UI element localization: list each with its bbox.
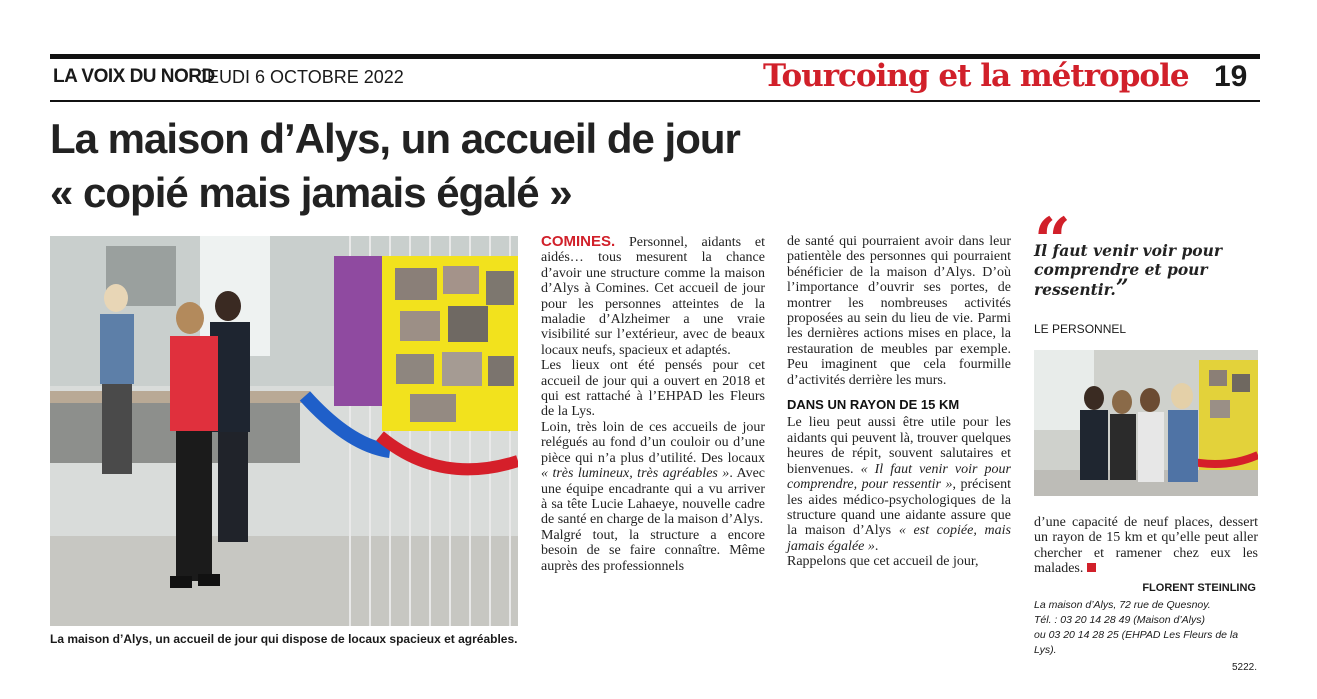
paragraph xyxy=(1034,515,1258,577)
article-column-2 xyxy=(787,234,1011,570)
paragraph xyxy=(541,234,765,358)
paragraph-text: . Avec une équipe encadrante qui a vu arriver à sa tête Lucie Lahaeye, nouvelle cadre de santé en charge de la maison d’Alys. xyxy=(541,466,765,528)
header-bottom-rule xyxy=(50,100,1260,102)
page-number: 19 xyxy=(1214,60,1248,93)
paragraph-text: . xyxy=(874,538,879,554)
main-photo xyxy=(50,236,518,626)
paragraph xyxy=(541,420,765,528)
paragraph xyxy=(787,415,1011,554)
reference-code: 5222. xyxy=(1232,662,1258,673)
dateline: COMINES. xyxy=(541,233,616,250)
main-photo-illustration xyxy=(50,236,518,626)
headline-line-2: « copié mais jamais égalé » xyxy=(50,169,572,216)
quote-open-mark: “ xyxy=(1034,204,1071,279)
paragraph-text: Loin, très loin de ces accueils de jour relégués au fond d’un couloir ou d’une pièce qui n’a plus d’utilité. Des locaux xyxy=(541,419,765,466)
newspaper-name: LA VOIX DU NORD xyxy=(53,66,215,87)
article-column-1 xyxy=(541,234,765,574)
subheading: DANS UN RAYON DE 15 KM xyxy=(787,397,960,413)
paragraph: de santé qui pourraient avoir dans leur patientèle des personnes qui pourraient bénéficier de la maison d’Alys. D’où l’importance d’ouvrir ses portes, de montrer les nombreuses activités proposées au sein du lieu de vie. Parmi les dernières actions mises en place, la restauration de meubles par exemple. Peu imaginent que cela fourmille d’activités derrière les murs. xyxy=(787,234,1011,388)
paragraph-text: Personnel, aidants et aidés… tous mesurent la chance d’avoir une structure comme la maison d’Alys à Comines. Cet accueil de jour pour les personnes atteintes de la maladie d’Alzheimer a une vraie visibilité sur l’extérieur, avec de beaux locaux neufs, spacieux et adaptés. xyxy=(541,235,765,358)
practical-info xyxy=(1034,598,1262,658)
quote-inline: « Il faut venir voir pour comprendre, pour ressentir » xyxy=(787,461,1011,493)
article-headline xyxy=(50,112,950,220)
paragraph-text: Le lieu peut aussi être utile pour les aidants qui peuvent là, trouver quelques heures de répit, souvent salutaires et bienvenues. xyxy=(787,415,1011,477)
phone-line-1: Tél. : 03 20 14 28 49 (Maison d’Alys) xyxy=(1034,614,1206,626)
team-photo xyxy=(1034,350,1258,496)
quote-inline: « très lumineux, très agréables » xyxy=(541,466,730,482)
photo-caption: La maison d’Alys, un accueil de jour qui dispose de locaux spacieux et agréables. xyxy=(50,632,518,646)
paragraph: Rappelons que cet accueil de jour, xyxy=(787,554,979,570)
paragraph-text: , précisent les aides médico-psychologiques de la structure quand une aidante assure que la maison d’Alys xyxy=(787,477,1011,539)
author-byline: FLORENT STEINLING xyxy=(1142,582,1256,594)
phone-line-2: ou 03 20 14 28 25 (EHPAD Les Fleurs de la Lys). xyxy=(1034,629,1239,656)
pull-quote xyxy=(1034,241,1264,299)
article-column-3 xyxy=(1034,515,1258,577)
address: La maison d’Alys, 72 rue de Quesnoy. xyxy=(1034,599,1211,611)
paragraph: Les lieux ont été pensés pour cet accueil de jour qui a ouvert en 2018 et qui est rattaché à l’EHPAD les Fleurs de la Lys. xyxy=(541,358,765,420)
paragraph: Malgré tout, la structure a encore besoin de se faire connaître. Même auprès des professionnels xyxy=(541,527,765,574)
pull-quote-source: LE PERSONNEL xyxy=(1034,322,1127,336)
quote-close-mark: ” xyxy=(1115,275,1129,301)
headline-line-1: La maison d’Alys, un accueil de jour xyxy=(50,115,740,162)
paragraph-text: d’une capacité de neuf places, dessert un rayon de 15 km et qu’elle peut aller chercher et ramener chez eux les malades. xyxy=(1034,515,1258,577)
quote-inline: « est copiée, mais jamais égalée » xyxy=(787,523,1011,554)
section-title: Tourcoing et la métropole xyxy=(763,58,1189,94)
team-photo-illustration xyxy=(1034,350,1258,496)
issue-date: JEUDI 6 OCTOBRE 2022 xyxy=(198,67,404,87)
end-mark xyxy=(1087,563,1096,572)
pull-quote-text: Il faut venir voir pour comprendre et pour ressentir. xyxy=(1034,241,1223,299)
